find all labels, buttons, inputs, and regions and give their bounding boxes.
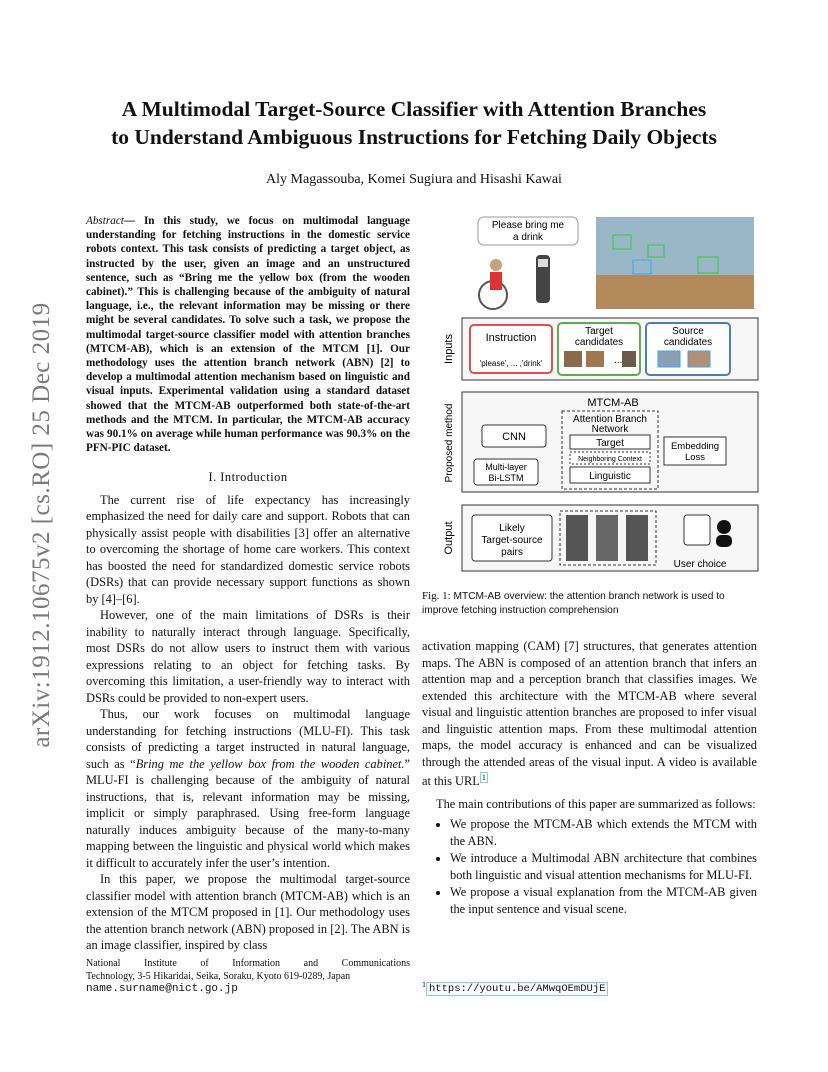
- source-thumb: [658, 351, 680, 367]
- user-body-icon: [490, 272, 502, 290]
- arxiv-id-text: arXiv:1912.10675v2 [cs.RO] 25 Dec 2019: [28, 302, 55, 748]
- user-icon: [717, 520, 731, 534]
- contributions-list: [422, 816, 757, 917]
- target-thumb: [622, 351, 636, 367]
- figure-caption: [422, 590, 757, 617]
- intro-paragraph-4: In this paper, we propose the multimodal target-source classifier model with attention branch (MTCM-AB) which is an extension of the MTCM proposed in [1]. Our methodology uses the attention branch network (ABN) proposed in [2]. The ABN is an image classifier, inspired by class: [86, 872, 410, 953]
- source-candidates-label-2: candidates: [663, 337, 713, 348]
- likely-pairs-label-1: Likely: [499, 523, 525, 534]
- left-column: [86, 214, 410, 954]
- candidates-ellipsis: ...: [614, 355, 623, 366]
- embedding-loss-label-1: Embedding: [670, 441, 720, 452]
- row-label-method: Proposed method: [444, 403, 455, 483]
- cnn-label: CNN: [502, 431, 526, 443]
- robot-head-icon: [538, 259, 548, 267]
- source-thumb: [688, 351, 710, 367]
- user-body-icon: [716, 535, 732, 547]
- mtcm-ab-label: MTCM-AB: [587, 397, 639, 409]
- caption-text: MTCM-AB overview: the attention branch network is used to improve fetching instruction comprehension: [422, 591, 725, 616]
- caption-label: Fig. 1:: [422, 590, 451, 602]
- intro-p3-quote: Bring me the yellow box from the wooden cabinet.: [135, 756, 405, 771]
- tablet-icon: [684, 515, 710, 545]
- footnote-number: 1: [422, 980, 426, 989]
- right-paragraph-1: [422, 638, 757, 790]
- mtcm-ab-diagram: [438, 215, 762, 575]
- speech-text-2: a drink: [512, 232, 544, 243]
- source-candidates-label-1: Source: [672, 326, 704, 337]
- intro-paragraph-1: The current rise of life expectancy has increasingly emphasized the need for daily care and support. Robots that can physically assist people with disabilities [3] offer an alternative to overcoming the shortage of home care workers. This context has boosted the need for standardized domestic service robots (DSRs) that can provide necessary support functions as shown by [4]–[6].: [86, 492, 410, 606]
- neighboring-context-label: Neighboring Context: [578, 456, 642, 463]
- intro-paragraph-2: However, one of the main limitations of DSRs is their inability to naturally interact through language. Specifically, most DSRs do not allow users to instruct them with various expressions relating to an object for fetching tasks. By overcoming this limitation, a user-friendly way to interact with DSRs could be provided to non-expert users.: [86, 608, 410, 705]
- target-candidates-label-1: Target: [585, 326, 613, 337]
- video-url-link[interactable]: https://youtu.be/AMwqOEmDUjE: [426, 982, 608, 996]
- affiliation-line-1: National Institute of Information and Communications: [86, 958, 410, 969]
- embedding-loss-label-2: Loss: [684, 452, 706, 463]
- list-item: • We propose a visual explanation from the MTCM-AB given the input sentence and visual scene.: [450, 884, 757, 917]
- affiliation-line-2: Technology, 3-5 Hikaridai, Seika, Soraku, Kyoto 619-0289, Japan: [86, 970, 351, 982]
- target-branch-label: Target: [596, 438, 624, 449]
- title-line-1: A Multimodal Target-Source Classifier with Attention Branches: [121, 97, 707, 121]
- abstract-label: Abstract: [86, 215, 124, 227]
- pair-image: [566, 515, 588, 561]
- user-head-icon: [490, 259, 502, 271]
- intro-p3-end: ” MLU-FI is challenging because of the ambiguity of natural instructions, that is, relevant information may be missing, implicit or simply paraphrased. Using free-form language naturally induces ambiguity because of the many-to-many mapping between the linguistic and physical world which makes it difficult to accurately infer the user’s intention.: [86, 756, 410, 870]
- bilstm-label-1: Multi-layer: [485, 462, 527, 472]
- right-p1-text: activation mapping (CAM) [7] structures, that generates attention maps. The ABN is composed of an attention branch that infers an attention map and a perception branch that classifies images. We extended this architecture with the MTCM-AB where several visual and linguistic attention branches are proposed to infer visual and linguistic attention maps. From these multimodal attention maps, the model accuracy is enhanced and can be visualized through the attended areas of the visual input. A video is available at this URL: [422, 639, 757, 789]
- attention-branch-label-2: Network: [591, 424, 629, 435]
- paper-title: [60, 95, 768, 151]
- list-item: • We introduce a Multimodal ABN architecture that combines both linguistic and visual attention mechanisms for MLU-FI.: [450, 850, 757, 883]
- pair-image: [596, 515, 618, 561]
- row-label-output: Output: [443, 521, 455, 555]
- likely-pairs-label-2: Target-source: [481, 535, 543, 546]
- footnote-marker[interactable]: 1: [481, 773, 486, 782]
- abstract-text: — In this study, we focus on multimodal language understanding for fetching instructions in the domestic service robots context. This task consists of predicting a target object, as instructed by the user, given an image and an unstructured sentence, such as “Bring me the yellow box (from the wooden cabinet).” This is challenging because of the ambiguity of natural language, i.e., the relevant information may be missing or there might be several candidates. To solve such a task, we propose the multimodal target-source classifier model with attention branches (MTCM-AB), which is an extension of the MTCM [1]. Our methodology uses the attention branch network (ABN) [2] to develop a multimodal attention mechanism based on linguistic and visual inputs. Experimental validation using a standard dataset showed that the MTCM-AB outperformed both state-of-the-art methods and the MTCM. In particular, the MTCM-AB accuracy was 90.1% on average while human performance was 90.3% on the PFN-PIC dataset.: [86, 215, 410, 455]
- row-label-inputs: Inputs: [443, 334, 455, 364]
- pair-image: [626, 515, 648, 561]
- affiliation-email: name.surname@nict.go.jp: [86, 983, 238, 995]
- intro-paragraph-3: [86, 706, 410, 871]
- user-choice-label: User choice: [673, 559, 727, 570]
- target-thumb: [564, 351, 582, 367]
- section-heading: I. Introduction: [208, 470, 288, 485]
- speech-text-1: Please bring me: [491, 220, 565, 231]
- target-thumb: [586, 351, 604, 367]
- scene-floor: [596, 275, 754, 309]
- affiliation-footnote: [86, 958, 410, 996]
- instruction-tokens: 'please', ... ,'drink': [479, 359, 543, 368]
- url-footnote: [422, 980, 608, 995]
- intro-p3-start: Thus, our work focuses on multimodal language understanding for fetching instructions (MLU-FI). This task consists of predicting a target instructed in natural language, such as “: [86, 707, 410, 771]
- arxiv-sidebar: [18, 285, 66, 765]
- target-candidates-label-2: candidates: [574, 337, 624, 348]
- abstract: [86, 214, 410, 455]
- likely-pairs-label-3: pairs: [501, 547, 523, 558]
- list-item: • We propose the MTCM-AB which extends the MTCM with the ABN.: [450, 816, 757, 849]
- linguistic-branch-label: Linguistic: [589, 471, 631, 482]
- figure-1: [438, 215, 762, 575]
- bilstm-label-2: Bi-LSTM: [488, 473, 524, 483]
- attention-branch-label-1: Attention Branch: [573, 414, 647, 425]
- right-paragraph-2: The main contributions of this paper are summarized as follows:: [436, 796, 756, 811]
- title-line-2: to Understand Ambiguous Instructions for Fetching Daily Objects: [111, 125, 717, 149]
- instruction-label: Instruction: [485, 332, 537, 344]
- right-column-text: [422, 638, 757, 918]
- authors: Aly Magassouba, Komei Sugiura and Hisashi Kawai: [266, 172, 562, 187]
